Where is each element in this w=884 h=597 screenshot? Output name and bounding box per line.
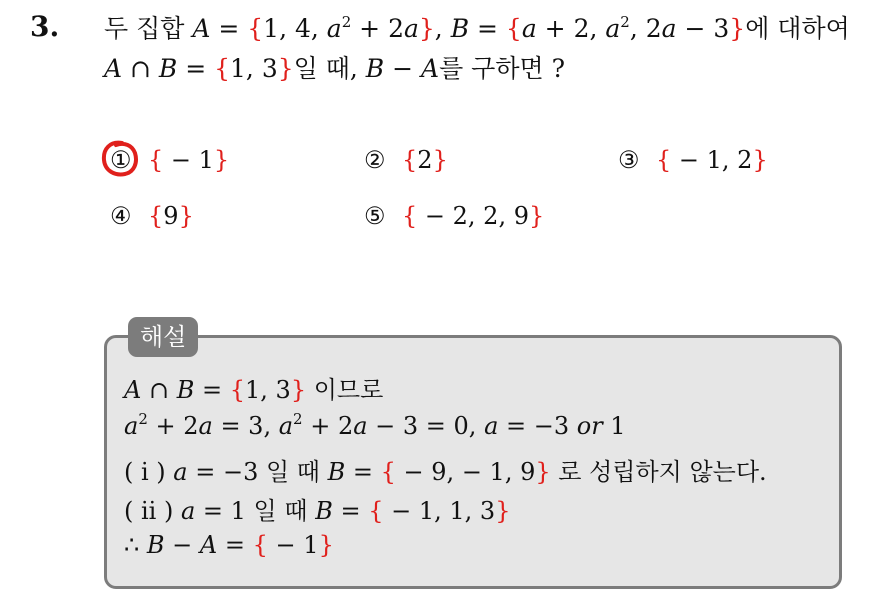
choice-4[interactable] [110, 202, 194, 230]
case-label: ( ii ) [124, 497, 181, 525]
equals: = [345, 458, 381, 486]
question-lead-text: 두 집합 [104, 14, 193, 43]
question-mid-text: 일 때, [293, 54, 366, 83]
choice-5[interactable] [364, 202, 544, 230]
brace-close: } [752, 146, 768, 174]
var-a: a [326, 14, 342, 43]
brace-close: } [418, 14, 435, 43]
var-B: B [158, 54, 178, 83]
minus: − [164, 531, 200, 559]
var-B: B [146, 531, 165, 559]
var-A: A [199, 531, 218, 559]
brace-close: } [178, 202, 194, 230]
equals: = [210, 14, 248, 43]
brace-open: { [229, 376, 246, 404]
explanation-line-1 [124, 370, 383, 405]
therefore-symbol: ∴ [124, 531, 147, 559]
equation-term: 1 [602, 412, 626, 440]
explanation-line-2 [124, 412, 626, 440]
equation-term: + 2 [302, 412, 354, 440]
question-line-1 [104, 12, 850, 46]
setB-term: + 2, [536, 14, 606, 43]
choice-value: − 1 [163, 146, 214, 174]
brace-close: } [535, 458, 551, 486]
equation-term: − 3 = 0, [367, 412, 485, 440]
or-word: or [576, 412, 603, 440]
question-ask: 를 구하면 ? [439, 54, 565, 83]
brace-close: } [290, 376, 307, 404]
setA-elements: 1, 4, [263, 14, 327, 43]
explanation-text: = 1 일 때 [195, 497, 316, 525]
brace-close: } [729, 14, 746, 43]
equation-term: = −3 [498, 412, 577, 440]
separator: , [434, 14, 451, 43]
brace-open: { [656, 146, 672, 174]
choice-number: ① [110, 146, 132, 174]
choice-number: ② [364, 146, 386, 174]
brace-close: } [318, 531, 334, 559]
explanation-tag: 해설 [128, 317, 198, 357]
var-B: B [327, 458, 346, 486]
var-B: B [176, 376, 195, 404]
var-A: A [124, 376, 142, 404]
answer-set: − 1 [267, 531, 319, 559]
intersection-symbol: ∩ [122, 54, 159, 83]
set-elements: − 9, − 1, 9 [395, 458, 536, 486]
choice-number: ④ [110, 202, 132, 230]
exponent: 2 [293, 410, 303, 428]
var-B: B [315, 497, 333, 525]
case-label: ( i ) [124, 458, 174, 486]
choice-3[interactable] [618, 146, 768, 174]
equals: = [194, 376, 230, 404]
brace-open: { [505, 14, 522, 43]
set-elements: − 1, 1, 3 [383, 497, 496, 525]
explanation-text: = −3 일 때 [187, 458, 328, 486]
setB-term: , 2 [629, 14, 662, 43]
question-tail: 에 대하여 [745, 14, 850, 43]
explanation-text: 로 성립하지 않는다. [550, 458, 767, 486]
brace-close: } [495, 497, 511, 525]
explanation-line-4 [124, 491, 510, 526]
choice-value: − 2, 2, 9 [417, 202, 529, 230]
choice-value: 2 [417, 146, 433, 174]
equals: = [177, 54, 215, 83]
choice-value: 9 [163, 202, 179, 230]
explanation-text: 이므로 [306, 376, 384, 404]
var-A: A [104, 54, 123, 83]
brace-open: { [148, 202, 164, 230]
var-a: a [198, 412, 213, 440]
brace-close: } [213, 146, 230, 174]
var-B: B [365, 54, 385, 83]
brace-open: { [247, 14, 264, 43]
var-a: a [605, 14, 621, 43]
var-a: a [403, 14, 419, 43]
exponent: 2 [138, 410, 148, 428]
set-elements: 1, 3 [245, 376, 291, 404]
var-a: a [278, 412, 294, 440]
intersection-symbol: ∩ [141, 376, 177, 404]
brace-open: { [380, 458, 396, 486]
var-A: A [421, 54, 440, 83]
var-a: a [484, 412, 499, 440]
var-a: a [180, 497, 196, 525]
setA-term: + 2 [351, 14, 404, 43]
choice-value: − 1, 2 [671, 146, 753, 174]
var-a: a [521, 14, 537, 43]
brace-open: { [402, 146, 418, 174]
equals: = [217, 531, 253, 559]
var-a: a [173, 458, 188, 486]
brace-open: { [368, 497, 384, 525]
brace-open: { [148, 146, 164, 174]
explanation-line-3 [124, 452, 767, 487]
choice-number: ③ [618, 146, 640, 174]
choice-2[interactable] [364, 146, 448, 174]
var-A: A [192, 14, 211, 43]
brace-open: { [214, 54, 231, 83]
minus: − [384, 54, 422, 83]
intersection-elements: 1, 3 [230, 54, 278, 83]
equation-term: + 2 [147, 412, 199, 440]
choice-number: ⑤ [364, 202, 386, 230]
question-line-2 [104, 52, 565, 86]
setB-term: − 3 [676, 14, 730, 43]
var-a: a [661, 14, 677, 43]
explanation-line-5 [124, 531, 334, 559]
equals: = [332, 497, 369, 525]
equals: = [469, 14, 506, 43]
brace-close: } [277, 54, 294, 83]
brace-open: { [252, 531, 268, 559]
var-B: B [450, 14, 470, 43]
brace-open: { [402, 202, 418, 230]
var-a: a [353, 412, 368, 440]
exponent: 2 [341, 13, 352, 31]
brace-close: } [432, 146, 448, 174]
answer-circle-mark-icon [100, 139, 140, 179]
exponent: 2 [620, 13, 630, 31]
question-number: 3. [30, 10, 60, 43]
brace-close: } [528, 202, 545, 230]
equation-term: = 3, [212, 412, 279, 440]
var-a: a [124, 412, 139, 440]
